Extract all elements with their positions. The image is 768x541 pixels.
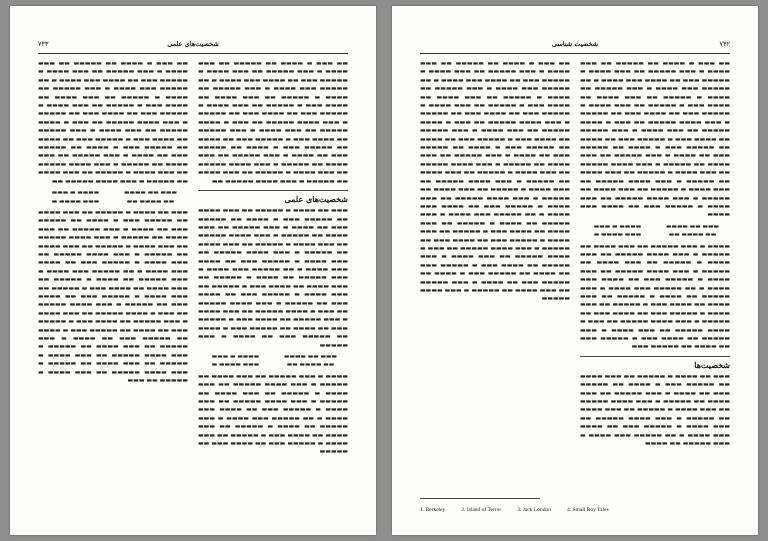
running-title: شخصیت‌های علمی	[167, 40, 219, 48]
footnotes	[420, 507, 730, 513]
running-header	[420, 40, 730, 52]
footnote: 2. Island of Terror	[461, 507, 502, 513]
header-rule	[38, 53, 348, 54]
running-title: شخصیت شناسی	[551, 40, 599, 48]
body-paragraph: ▬▬▬ ▬▬ ▬▬▬▬ ▬ ▬▬▬▬▬ ▬▬ ▬▬▬ ▬▬▬▬ ▬▬ ▬▬▬▬▬ ▬▬▬ ▬ ▬▬▬▬ ▬▬ ▬▬▬▬▬ ▬▬▬ ▬▬ ▬▬▬▬ ▬ ▬▬▬ ▬▬▬▬▬ ▬▬ ▬▬▬ ▬▬▬▬ ▬▬ ▬▬▬▬▬ ▬ ▬▬▬ ▬▬▬▬ ▬▬▬▬▬ ▬▬ ▬▬▬ ▬▬▬▬ ▬ ▬▬▬▬▬ ▬▬ ▬▬▬ ▬▬▬▬ ▬▬ ▬▬▬▬▬ ▬ ▬▬▬ ▬▬▬▬ ▬▬▬▬▬ ▬▬ ▬▬▬ ▬▬▬▬ ▬ ▬▬▬▬▬ ▬▬▬ ▬▬ ▬▬▬▬ ▬▬▬ ▬▬▬▬ ▬ ▬▬ ▬▬▬▬▬ ▬▬▬ ▬▬▬▬ ▬ ▬▬▬ ▬▬▬▬▬ ▬▬ ▬▬▬▬ ▬ ▬▬▬▬▬ ▬▬ ▬▬▬ ▬▬▬▬ ▬▬ ▬▬▬▬ ▬▬▬ ▬ ▬▬▬▬▬ ▬▬ ▬▬▬ ▬▬▬▬ ▬ ▬▬▬▬▬ ▬▬▬ ▬▬ ▬▬▬▬ ▬▬▬ ▬▬ ▬▬▬▬▬ ▬ ▬▬▬ ▬▬▬▬ ▬▬▬▬▬ ▬▬ ▬▬▬ ▬ ▬▬▬▬ ▬▬▬▬▬ ▬▬ ▬▬▬ ▬▬▬▬ ▬ ▬▬▬ ▬▬▬▬▬ ▬▬ ▬▬▬▬ ▬▬▬ ▬ ▬▬▬▬▬ ▬▬▬ ▬▬ ▬▬▬▬ ▬▬ ▬▬▬▬▬ ▬▬▬ ▬ ▬▬▬▬ ▬▬ ▬▬▬▬▬ ▬▬▬ ▬▬ ▬▬▬▬ ▬ ▬▬▬ ▬▬▬▬▬	[198, 207, 348, 349]
body-paragraph: ▬▬▬ ▬▬ ▬▬▬▬ ▬ ▬▬▬▬▬ ▬▬ ▬▬▬ ▬▬▬▬ ▬▬ ▬▬▬▬▬ ▬▬▬ ▬ ▬▬▬▬ ▬▬ ▬▬▬▬▬ ▬▬▬ ▬▬ ▬▬▬▬ ▬ ▬▬▬ ▬▬▬▬▬ ▬▬ ▬▬▬ ▬▬▬▬ ▬▬ ▬▬▬▬▬ ▬ ▬▬▬ ▬▬▬▬ ▬▬▬▬▬ ▬▬ ▬▬▬ ▬▬▬▬ ▬ ▬▬▬▬▬ ▬▬ ▬▬▬ ▬▬▬▬ ▬▬ ▬▬▬▬▬ ▬ ▬▬▬ ▬▬▬▬ ▬▬▬▬▬ ▬▬ ▬▬▬ ▬▬▬▬ ▬ ▬▬▬▬▬ ▬▬▬ ▬▬ ▬▬▬▬ ▬▬▬ ▬▬▬▬ ▬ ▬▬ ▬▬▬▬▬ ▬▬▬ ▬▬▬▬ ▬ ▬▬▬ ▬▬▬▬▬ ▬▬ ▬▬▬▬	[580, 372, 730, 448]
body-paragraph: ▬▬▬ ▬▬ ▬▬▬▬ ▬ ▬▬▬▬▬ ▬▬ ▬▬▬ ▬▬▬▬ ▬▬ ▬▬▬▬▬ ▬▬▬ ▬ ▬▬▬▬ ▬▬ ▬▬▬▬▬ ▬▬▬ ▬▬ ▬▬▬▬ ▬ ▬▬▬ ▬▬▬▬▬ ▬▬ ▬▬▬ ▬▬▬▬ ▬▬ ▬▬▬▬▬ ▬ ▬▬▬ ▬▬▬▬ ▬▬▬▬▬ ▬▬ ▬▬▬ ▬▬▬▬ ▬ ▬▬▬▬▬ ▬▬ ▬▬▬ ▬▬▬▬ ▬▬ ▬▬▬▬▬ ▬ ▬▬▬ ▬▬▬▬ ▬▬▬▬▬ ▬▬ ▬▬▬ ▬▬▬▬ ▬ ▬▬▬▬▬ ▬▬▬ ▬▬ ▬▬▬▬ ▬▬▬ ▬▬▬▬ ▬ ▬▬ ▬▬▬▬▬ ▬▬▬ ▬▬▬▬ ▬ ▬▬▬ ▬▬▬▬▬ ▬▬ ▬▬▬▬ ▬ ▬▬▬▬▬ ▬▬ ▬▬▬ ▬▬▬▬ ▬▬ ▬▬▬▬ ▬▬▬ ▬ ▬▬▬▬▬ ▬▬ ▬▬▬ ▬▬▬▬ ▬ ▬▬▬▬▬ ▬▬▬ ▬▬ ▬▬▬▬ ▬▬▬ ▬▬ ▬▬▬▬▬ ▬ ▬▬▬ ▬▬▬▬ ▬▬▬▬▬ ▬▬ ▬▬▬ ▬ ▬▬▬▬ ▬▬▬▬▬ ▬▬ ▬▬▬ ▬▬▬▬ ▬ ▬▬▬ ▬▬▬▬▬ ▬▬ ▬▬▬▬ ▬▬▬ ▬ ▬▬▬▬▬ ▬▬▬ ▬▬ ▬▬▬▬ ▬▬ ▬▬▬▬▬ ▬▬▬ ▬ ▬▬▬▬ ▬▬ ▬▬▬▬▬ ▬▬▬ ▬▬ ▬▬▬▬ ▬ ▬▬▬ ▬▬▬▬▬ ▬▬ ▬▬▬ ▬▬▬▬ ▬▬ ▬▬▬▬▬ ▬ ▬▬▬ ▬▬▬▬ ▬▬▬▬▬ ▬▬ ▬▬▬ ▬▬▬▬ ▬ ▬▬▬▬▬ ▬▬ ▬▬▬ ▬▬▬▬ ▬▬ ▬▬▬▬▬ ▬ ▬▬▬ ▬▬▬▬ ▬▬▬▬▬ ▬▬ ▬▬▬ ▬▬▬▬ ▬ ▬▬▬▬▬ ▬▬ ▬▬▬	[38, 208, 188, 385]
body-paragraph: ▬▬ ▬▬▬ ▬ ▬▬▬▬ ▬▬ ▬▬▬▬▬ ▬▬ ▬▬▬ ▬▬▬▬ ▬ ▬▬▬ ▬▬▬▬▬ ▬▬ ▬▬▬ ▬▬▬▬ ▬ ▬▬▬▬▬ ▬▬▬ ▬▬ ▬▬▬▬ ▬▬▬ ▬▬▬▬ ▬ ▬▬ ▬▬▬▬▬ ▬▬▬ ▬▬▬▬ ▬ ▬▬▬ ▬▬▬▬▬ ▬▬ ▬▬▬▬ ▬ ▬▬▬▬▬ ▬▬ ▬▬▬ ▬▬▬▬ ▬▬ ▬▬▬▬ ▬▬▬ ▬ ▬▬▬▬▬ ▬▬ ▬▬▬ ▬▬▬▬ ▬ ▬▬▬▬▬ ▬▬▬ ▬▬ ▬▬▬▬ ▬▬▬ ▬▬ ▬▬▬▬▬ ▬ ▬▬▬ ▬▬▬▬ ▬▬▬▬▬ ▬▬ ▬▬▬ ▬ ▬▬▬▬ ▬▬▬▬▬ ▬▬ ▬▬▬ ▬▬▬▬ ▬ ▬▬▬ ▬▬▬▬▬ ▬▬ ▬▬▬▬ ▬▬▬ ▬ ▬▬▬▬▬ ▬▬▬ ▬▬ ▬▬▬▬ ▬▬ ▬▬▬▬▬ ▬▬▬ ▬ ▬▬▬▬ ▬▬ ▬▬▬▬▬ ▬▬▬ ▬▬ ▬▬▬▬ ▬ ▬▬▬ ▬▬▬▬▬ ▬▬ ▬▬▬ ▬▬▬▬ ▬▬ ▬▬▬▬▬ ▬ ▬▬▬ ▬▬▬▬ ▬▬▬▬▬ ▬▬ ▬▬▬ ▬▬▬▬ ▬ ▬▬▬▬▬ ▬▬ ▬▬▬ ▬▬▬▬ ▬▬ ▬▬▬▬▬ ▬ ▬▬▬ ▬▬▬▬ ▬▬▬▬▬ ▬▬ ▬▬▬ ▬▬▬▬ ▬ ▬▬▬▬▬ ▬▬ ▬▬▬ ▬▬▬▬ ▬▬ ▬▬▬▬▬ ▬ ▬▬▬ ▬▬▬▬ ▬▬▬▬▬ ▬▬ ▬▬▬ ▬▬▬▬ ▬ ▬▬▬▬▬ ▬▬▬ ▬▬ ▬▬▬▬ ▬▬▬ ▬▬▬▬	[580, 60, 730, 219]
text-column-right	[580, 60, 730, 493]
body-paragraph: ▬▬ ▬▬▬ ▬ ▬▬▬▬ ▬▬ ▬▬▬▬▬ ▬▬ ▬▬▬ ▬▬▬▬ ▬ ▬▬▬ ▬▬▬▬▬ ▬▬ ▬▬▬ ▬▬▬▬ ▬ ▬▬▬▬▬ ▬▬▬ ▬▬ ▬▬▬▬ ▬▬▬ ▬▬▬▬ ▬ ▬▬ ▬▬▬▬▬ ▬▬▬ ▬▬▬▬ ▬ ▬▬▬ ▬▬▬▬▬ ▬▬ ▬▬▬▬ ▬ ▬▬▬▬▬ ▬▬ ▬▬▬ ▬▬▬▬ ▬▬ ▬▬▬▬ ▬▬▬ ▬ ▬▬▬▬▬ ▬▬ ▬▬▬ ▬▬▬▬ ▬ ▬▬▬▬▬ ▬▬▬ ▬▬ ▬▬▬▬ ▬▬▬ ▬▬ ▬▬▬▬▬ ▬ ▬▬▬ ▬▬▬▬ ▬▬▬▬▬ ▬▬ ▬▬▬ ▬ ▬▬▬▬ ▬▬▬▬▬ ▬▬ ▬▬▬ ▬▬▬▬ ▬ ▬▬▬ ▬▬▬▬▬ ▬▬ ▬▬▬▬ ▬▬▬ ▬ ▬▬▬▬▬ ▬▬▬ ▬▬ ▬▬▬▬ ▬▬ ▬▬▬▬▬ ▬▬▬ ▬ ▬▬▬▬ ▬▬ ▬▬▬▬▬ ▬▬▬ ▬▬ ▬▬▬▬ ▬ ▬▬▬ ▬▬▬▬▬ ▬▬ ▬▬▬ ▬▬▬▬ ▬▬ ▬▬▬▬▬ ▬ ▬▬▬ ▬▬▬▬ ▬▬▬▬▬ ▬▬ ▬▬▬ ▬▬▬▬ ▬ ▬▬▬▬▬ ▬▬ ▬▬▬ ▬▬▬▬ ▬▬ ▬▬▬▬▬ ▬ ▬▬▬ ▬▬▬▬ ▬▬▬▬▬ ▬▬	[38, 60, 188, 185]
running-header	[38, 40, 348, 52]
footnote: 3. Jack London	[517, 507, 551, 513]
verse-block: ▬▬▬ ▬▬ ▬▬▬▬ ▬▬▬▬ ▬ ▬▬▬ ▬▬ ▬▬▬▬ ▬▬ ▬▬▬ ▬▬▬▬ ▬	[593, 223, 719, 239]
text-column-right	[198, 60, 348, 493]
footnote: 1. Berkeley	[420, 507, 446, 513]
body-paragraph: ▬▬ ▬▬▬ ▬ ▬▬▬▬ ▬▬ ▬▬▬▬▬ ▬▬ ▬▬▬ ▬▬▬▬ ▬ ▬▬▬ ▬▬▬▬▬ ▬▬ ▬▬▬ ▬▬▬▬ ▬ ▬▬▬▬▬ ▬▬▬ ▬▬ ▬▬▬▬ ▬▬▬ ▬▬▬▬ ▬ ▬▬ ▬▬▬▬▬ ▬▬▬ ▬▬▬▬ ▬ ▬▬▬ ▬▬▬▬▬ ▬▬ ▬▬▬▬ ▬ ▬▬▬▬▬ ▬▬ ▬▬▬ ▬▬▬▬ ▬▬ ▬▬▬▬ ▬▬▬ ▬ ▬▬▬▬▬ ▬▬ ▬▬▬ ▬▬▬▬ ▬ ▬▬▬▬▬ ▬▬▬ ▬▬ ▬▬▬▬ ▬▬▬ ▬▬ ▬▬▬▬▬ ▬ ▬▬▬ ▬▬▬▬ ▬▬▬▬▬ ▬▬ ▬▬▬ ▬ ▬▬▬▬ ▬▬▬▬▬ ▬▬ ▬▬▬ ▬▬▬▬ ▬ ▬▬▬ ▬▬▬▬▬ ▬▬ ▬▬▬▬ ▬▬▬ ▬ ▬▬▬▬▬ ▬▬▬ ▬▬ ▬▬▬▬ ▬▬ ▬▬▬▬▬ ▬▬▬ ▬ ▬▬▬▬ ▬▬ ▬▬▬▬▬ ▬▬▬ ▬▬ ▬▬▬▬ ▬ ▬▬▬ ▬▬▬▬▬ ▬▬ ▬▬▬ ▬▬▬▬ ▬▬ ▬▬▬▬▬ ▬ ▬▬▬ ▬▬▬▬ ▬▬▬▬▬ ▬▬ ▬▬▬ ▬▬▬▬ ▬ ▬▬▬▬▬ ▬▬ ▬▬▬ ▬▬▬▬ ▬▬ ▬▬▬▬▬ ▬ ▬▬▬ ▬▬▬▬ ▬▬▬▬▬ ▬▬	[198, 60, 348, 185]
verse-block: ▬▬▬ ▬▬ ▬▬▬▬ ▬▬▬▬ ▬ ▬▬▬ ▬▬ ▬▬▬▬ ▬▬ ▬▬▬ ▬▬▬▬ ▬	[211, 354, 337, 369]
verse-block: ▬▬▬ ▬▬ ▬▬▬▬ ▬▬▬▬ ▬ ▬▬▬ ▬▬ ▬▬▬▬ ▬▬ ▬▬▬ ▬▬▬▬ ▬	[51, 190, 177, 205]
body-paragraph: ▬▬▬▬ ▬ ▬▬▬ ▬▬▬▬▬ ▬▬ ▬▬▬ ▬▬▬▬ ▬▬ ▬▬▬▬▬ ▬ ▬▬▬ ▬▬▬▬ ▬▬▬▬▬ ▬▬ ▬▬▬ ▬▬▬▬ ▬ ▬▬▬▬▬ ▬▬ ▬▬▬ ▬▬▬▬ ▬▬ ▬▬▬▬▬ ▬ ▬▬▬ ▬▬▬▬ ▬▬▬▬▬ ▬▬ ▬▬▬ ▬▬▬▬ ▬ ▬▬▬▬▬ ▬▬▬ ▬▬ ▬▬▬▬ ▬▬▬ ▬▬▬▬ ▬ ▬▬ ▬▬▬▬▬ ▬▬▬ ▬▬▬▬ ▬ ▬▬▬ ▬▬▬▬▬ ▬▬ ▬▬▬▬ ▬ ▬▬▬▬▬ ▬▬ ▬▬▬ ▬▬▬▬ ▬▬ ▬▬▬▬ ▬▬▬ ▬ ▬▬▬▬▬ ▬▬ ▬▬▬ ▬▬▬▬ ▬ ▬▬▬▬▬ ▬▬▬ ▬▬ ▬▬▬▬ ▬▬▬ ▬▬ ▬▬▬▬▬	[198, 372, 348, 456]
section-heading: شخصیت‌های علمی	[198, 190, 348, 205]
body-paragraph: ▬▬ ▬▬▬ ▬ ▬▬▬▬ ▬▬ ▬▬▬▬▬ ▬▬ ▬▬▬ ▬▬▬▬ ▬ ▬▬▬ ▬▬▬▬▬ ▬▬ ▬▬▬ ▬▬▬▬ ▬ ▬▬▬▬▬ ▬▬▬ ▬▬ ▬▬▬▬ ▬▬▬ ▬▬▬▬ ▬ ▬▬ ▬▬▬▬▬ ▬▬▬ ▬▬▬▬ ▬ ▬▬▬ ▬▬▬▬▬ ▬▬ ▬▬▬▬ ▬ ▬▬▬▬▬ ▬▬ ▬▬▬ ▬▬▬▬ ▬▬ ▬▬▬▬ ▬▬▬ ▬ ▬▬▬▬▬ ▬▬ ▬▬▬ ▬▬▬▬ ▬ ▬▬▬▬▬ ▬▬▬ ▬▬ ▬▬▬▬ ▬▬▬ ▬▬ ▬▬▬▬▬ ▬ ▬▬▬ ▬▬▬▬ ▬▬▬▬▬ ▬▬ ▬▬▬ ▬ ▬▬▬▬ ▬▬▬▬▬ ▬▬ ▬▬▬ ▬▬▬▬ ▬ ▬▬▬ ▬▬▬▬▬ ▬▬ ▬▬▬▬ ▬▬▬ ▬ ▬▬▬▬▬ ▬▬▬ ▬▬ ▬▬▬▬ ▬▬ ▬▬▬▬▬ ▬▬▬ ▬ ▬▬▬▬ ▬▬ ▬▬▬▬▬ ▬▬▬ ▬▬ ▬▬▬▬ ▬ ▬▬▬ ▬▬▬▬▬ ▬▬ ▬▬▬ ▬▬▬▬ ▬▬ ▬▬▬▬▬ ▬ ▬▬▬ ▬▬▬▬ ▬▬▬▬▬ ▬▬ ▬▬▬ ▬▬▬▬ ▬ ▬▬▬▬▬ ▬▬ ▬▬▬ ▬▬▬▬ ▬▬ ▬▬▬▬▬ ▬ ▬▬▬ ▬▬▬▬ ▬▬▬▬▬ ▬▬ ▬▬▬ ▬▬▬▬ ▬ ▬▬▬▬▬ ▬▬ ▬▬▬ ▬▬▬▬ ▬▬ ▬▬▬▬▬ ▬ ▬▬▬ ▬▬▬▬ ▬▬▬▬▬ ▬▬ ▬▬▬ ▬▬▬▬ ▬ ▬▬▬▬▬ ▬▬▬ ▬▬ ▬▬▬▬ ▬▬▬ ▬▬▬▬ ▬ ▬▬ ▬▬▬▬▬ ▬▬▬ ▬▬▬▬ ▬ ▬▬▬ ▬▬▬▬▬ ▬▬ ▬▬▬▬ ▬ ▬▬▬▬▬ ▬▬ ▬▬▬ ▬▬▬▬ ▬▬ ▬▬▬▬ ▬▬▬ ▬ ▬▬▬▬▬ ▬▬ ▬▬▬ ▬▬▬▬ ▬ ▬▬▬▬▬ ▬▬▬ ▬▬ ▬▬▬▬ ▬▬▬ ▬▬ ▬▬▬▬▬ ▬ ▬▬▬ ▬▬▬▬ ▬▬▬▬▬ ▬▬ ▬▬▬ ▬ ▬▬▬▬ ▬▬▬▬▬ ▬▬ ▬▬▬ ▬▬▬▬ ▬ ▬▬▬ ▬▬▬▬▬ ▬▬ ▬▬▬▬ ▬▬▬ ▬ ▬▬▬▬▬ ▬▬▬ ▬▬ ▬▬▬▬ ▬▬ ▬▬▬▬▬ ▬▬▬ ▬ ▬▬▬▬ ▬▬ ▬▬▬▬▬ ▬▬▬ ▬▬ ▬▬▬▬ ▬ ▬▬▬ ▬▬▬▬▬ ▬▬ ▬▬▬ ▬▬▬▬ ▬▬ ▬▬▬▬▬ ▬ ▬▬▬ ▬▬▬▬ ▬▬▬▬▬	[420, 60, 570, 303]
right-page	[392, 6, 758, 535]
text-column-left	[38, 60, 188, 493]
header-rule	[420, 53, 730, 54]
footnote: 4. Small Boy Tales	[566, 507, 609, 513]
text-column-left	[420, 60, 570, 493]
footnote-rule	[420, 498, 540, 499]
left-page	[10, 6, 376, 535]
section-heading: شخصیت‌ها	[580, 356, 730, 371]
page-number: ۷۳۳	[38, 40, 49, 48]
page-number: ۷۳۲	[719, 40, 730, 48]
body-paragraph: ▬▬▬▬ ▬ ▬▬▬ ▬▬▬▬▬ ▬▬ ▬▬▬ ▬▬▬▬ ▬▬ ▬▬▬▬▬ ▬ ▬▬▬ ▬▬▬▬ ▬▬▬▬▬ ▬▬ ▬▬▬ ▬▬▬▬ ▬ ▬▬▬▬▬ ▬▬ ▬▬▬ ▬▬▬▬ ▬▬ ▬▬▬▬▬ ▬ ▬▬▬ ▬▬▬▬ ▬▬▬▬▬ ▬▬ ▬▬▬ ▬▬▬▬ ▬ ▬▬▬▬▬ ▬▬▬ ▬▬ ▬▬▬▬ ▬▬▬ ▬▬▬▬ ▬ ▬▬ ▬▬▬▬▬ ▬▬▬ ▬▬▬▬ ▬ ▬▬▬ ▬▬▬▬▬ ▬▬ ▬▬▬▬ ▬ ▬▬▬▬▬ ▬▬ ▬▬▬ ▬▬▬▬ ▬▬ ▬▬▬▬ ▬▬▬ ▬ ▬▬▬▬▬ ▬▬ ▬▬▬ ▬▬▬▬ ▬ ▬▬▬▬▬ ▬▬▬ ▬▬ ▬▬▬▬ ▬▬▬ ▬▬ ▬▬▬▬▬ ▬ ▬▬▬ ▬▬▬▬ ▬▬▬▬▬ ▬▬ ▬▬▬ ▬ ▬▬▬▬ ▬▬▬▬▬ ▬▬ ▬▬▬ ▬▬▬▬ ▬ ▬▬▬ ▬▬▬▬▬ ▬▬ ▬▬▬▬ ▬▬▬ ▬ ▬▬▬▬▬ ▬▬▬ ▬▬ ▬▬▬▬ ▬▬ ▬▬▬▬▬ ▬▬▬	[580, 242, 730, 351]
